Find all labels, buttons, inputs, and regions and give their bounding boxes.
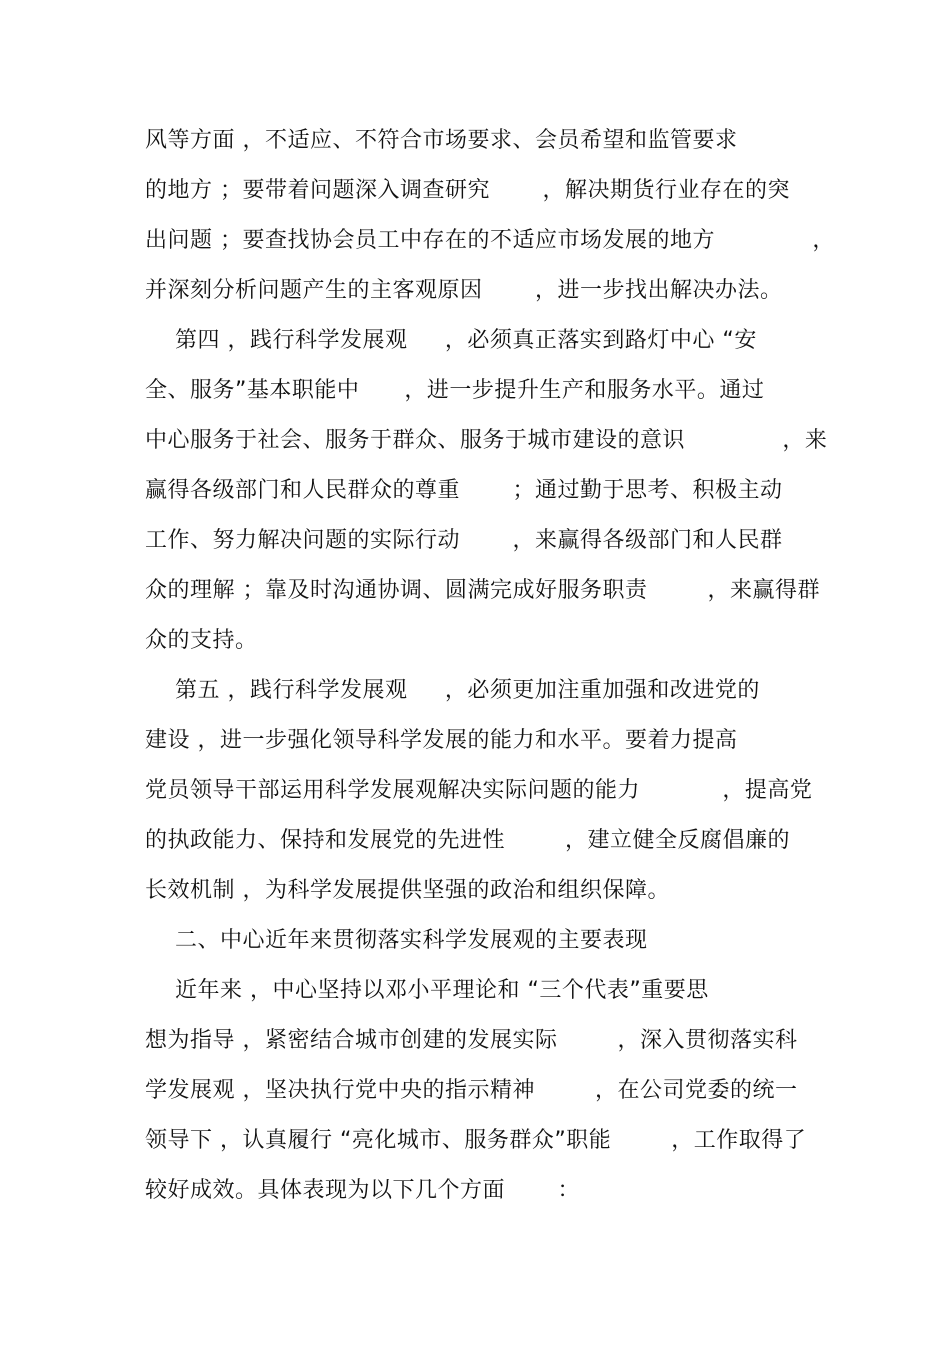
paragraph-line: 建设 ，进一步强化领导科学发展的能力和水平。要着力提高 [145, 728, 738, 753]
paragraph-line: 领导下 ，认真履行 “亮化城市、服务群众”职能 ，工作取得了 [145, 1128, 807, 1153]
paragraph-line: 工作、努力解决问题的实际行动 ，来赢得各级部门和人民群 [145, 528, 783, 553]
paragraph-line: 第五 ，践行科学发展观 ，必须更加注重加强和改进党的 [145, 678, 760, 703]
paragraph-line: 长效机制 ，为科学发展提供坚强的政治和组织保障。 [145, 878, 670, 903]
paragraph-line: 想为指导 ，紧密结合城市创建的发展实际 ，深入贯彻落实科 [145, 1028, 798, 1053]
section-heading: 二、中心近年来贯彻落实科学发展观的主要表现 [145, 928, 648, 953]
paragraph-line: 中心服务于社会、服务于群众、服务于城市建设的意识 ，来 [145, 428, 828, 453]
paragraph-line: 众的支持。 [145, 628, 258, 653]
paragraph-line: 第四 ，践行科学发展观 ，必须真正落实到路灯中心 “安 [145, 328, 757, 353]
paragraph-line: 的地方 ；要带着问题深入调查研究 ，解决期货行业存在的突 [145, 178, 790, 203]
paragraph-line: 近年来 ，中心坚持以邓小平理论和 “三个代表”重要思 [145, 978, 709, 1003]
paragraph-line: 较好成效。具体表现为以下几个方面 ： [145, 1178, 580, 1203]
paragraph-line: 学发展观 ，坚决执行党中央的指示精神 ，在公司党委的统一 [145, 1078, 798, 1103]
paragraph-line: 赢得各级部门和人民群众的尊重 ；通过勤于思考、积极主动 [145, 478, 783, 503]
paragraph-line: 的执政能力、保持和发展党的先进性 ，建立健全反腐倡廉的 [145, 828, 790, 853]
paragraph-line: 并深刻分析问题产生的主客观原因 ，进一步找出解决办法。 [145, 278, 783, 303]
paragraph-line: 党员领导干部运用科学发展观解决实际问题的能力 ，提高党 [145, 778, 813, 803]
paragraph-line: 出问题 ；要查找协会员工中存在的不适应市场发展的地方 ， [145, 228, 835, 253]
paragraph-line: 全、服务”基本职能中 ，进一步提升生产和服务水平。通过 [145, 378, 765, 403]
paragraph-line: 风等方面 ，不适应、不符合市场要求、会员希望和监管要求 [145, 128, 738, 153]
paragraph-line: 众的理解 ；靠及时沟通协调、圆满完成好服务职责 ，来赢得群 [145, 578, 820, 603]
